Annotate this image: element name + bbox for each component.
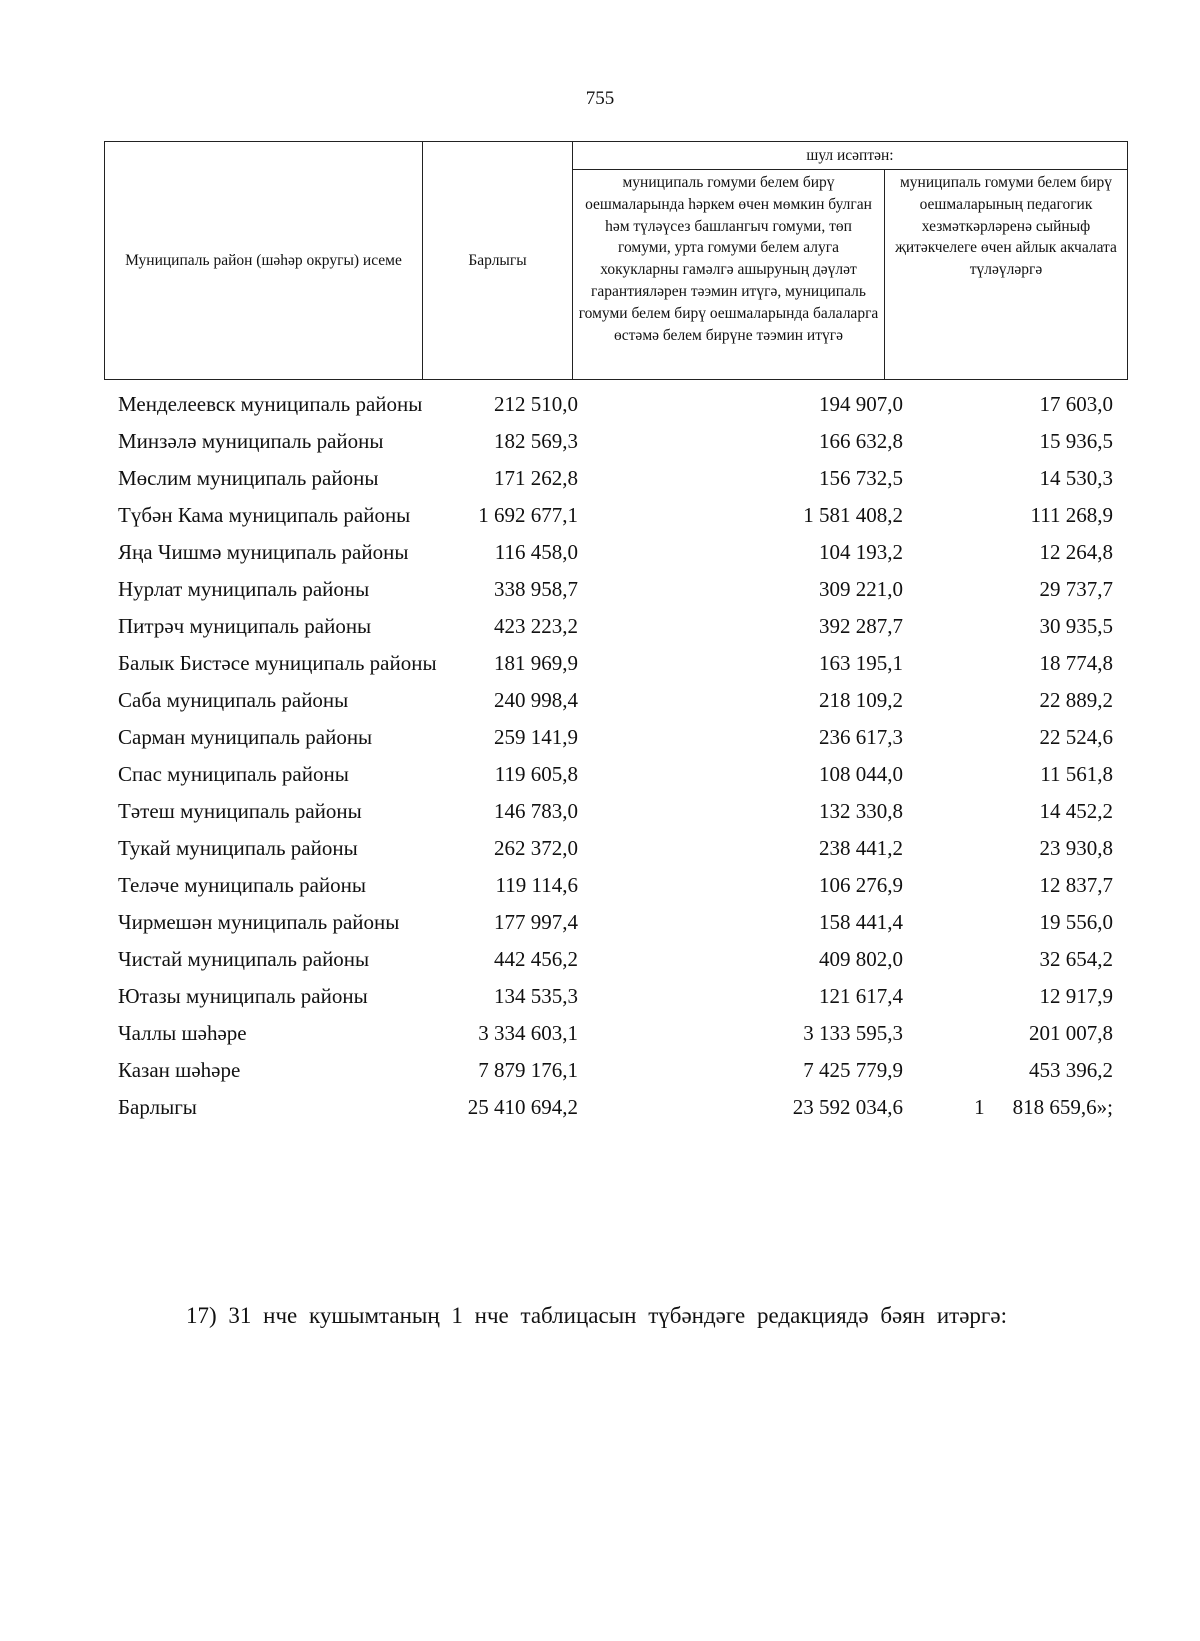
- education-guarantees-value: 238 441,2: [819, 836, 903, 860]
- table-row: [104, 761, 1127, 788]
- education-guarantees-value: 108 044,0: [819, 762, 903, 786]
- table-row: [104, 946, 1127, 973]
- table-header: [104, 141, 1128, 380]
- table-row: [104, 428, 1127, 455]
- table-row: [104, 650, 1127, 677]
- education-guarantees-value: 156 732,5: [819, 466, 903, 490]
- total-value: 7 879 176,1: [478, 1058, 578, 1082]
- table-row: [104, 687, 1127, 714]
- table-row: [104, 835, 1127, 862]
- header-class-teacher-payments: муниципаль гомуми белем бирү оешмаларының педагогик хезмәткәрләренә сыйныф җитәкчелеге өчен айлык акчалата түләүләргә: [885, 170, 1128, 380]
- class-teacher-payments-value: 12 917,9: [1039, 984, 1113, 1008]
- class-teacher-payments-value: 19 556,0: [1039, 910, 1113, 934]
- total-value: 338 958,7: [494, 577, 578, 601]
- table-row: [104, 1057, 1127, 1084]
- region-name: Яңа Чишмә муниципаль районы: [118, 540, 409, 564]
- education-guarantees-value: 121 617,4: [819, 984, 903, 1008]
- education-guarantees-value: 104 193,2: [819, 540, 903, 564]
- total-value: 134 535,3: [494, 984, 578, 1008]
- class-teacher-payments-value: [974, 1094, 1113, 1121]
- region-name: Спас муниципаль районы: [118, 762, 349, 786]
- class-teacher-payments-value: 14 452,2: [1039, 799, 1113, 823]
- total-value: 171 262,8: [494, 466, 578, 490]
- total-value: 119 605,8: [494, 762, 578, 786]
- table-row: [104, 613, 1127, 640]
- table-row: [104, 576, 1127, 603]
- region-name: Чистай муниципаль районы: [118, 947, 370, 971]
- region-name: Минзәлә муниципаль районы: [118, 429, 384, 453]
- total-value: 442 456,2: [494, 947, 578, 971]
- total-value: 177 997,4: [494, 910, 578, 934]
- region-name: Казан шәһәре: [118, 1058, 241, 1082]
- region-name: Сарман муниципаль районы: [118, 725, 373, 749]
- class-teacher-payments-value: 12 837,7: [1039, 873, 1113, 897]
- region-name: Чаллы шәһәре: [118, 1021, 247, 1045]
- table-row: [104, 539, 1127, 566]
- value-prefix: 1: [974, 1095, 985, 1119]
- region-name: Тукай муниципаль районы: [118, 836, 358, 860]
- header-group-label: шул исәптән:: [573, 142, 1128, 170]
- class-teacher-payments-value: 453 396,2: [1029, 1058, 1113, 1082]
- class-teacher-payments-value: 15 936,5: [1039, 429, 1113, 453]
- table-row: [104, 391, 1127, 418]
- education-guarantees-value: 163 195,1: [819, 651, 903, 675]
- class-teacher-payments-value: 201 007,8: [1029, 1021, 1113, 1045]
- class-teacher-payments-value: 12 264,8: [1039, 540, 1113, 564]
- region-name: Барлыгы: [118, 1095, 197, 1119]
- region-name: Ютазы муниципаль районы: [118, 984, 368, 1008]
- header-education-guarantees: муниципаль гомуми белем бирү оешмаларында һәркем өчен мөмкин булган һәм түләүсез башлангыч гомуми, төп гомуми, урта гомуми белем алуга хокукларны гамәлгә ашыруның дәүләт гарантияләрен тәэмин итүгә, муниципаль гомуми белем бирү оешмаларында балаларга өстәмә белем бирүне тәэмин итүгә: [573, 170, 885, 380]
- table-body: [104, 391, 1127, 1131]
- region-name: Нурлат муниципаль районы: [118, 577, 370, 601]
- education-guarantees-value: 218 109,2: [819, 688, 903, 712]
- class-teacher-payments-value: 111 268,9: [1030, 503, 1113, 527]
- table-row: [104, 1094, 1127, 1121]
- class-teacher-payments-value: 11 561,8: [1040, 762, 1113, 786]
- education-guarantees-value: 409 802,0: [819, 947, 903, 971]
- education-guarantees-value: 3 133 595,3: [803, 1021, 903, 1045]
- class-teacher-payments-value: 29 737,7: [1039, 577, 1113, 601]
- table-row: [104, 909, 1127, 936]
- total-value: 262 372,0: [494, 836, 578, 860]
- education-guarantees-value: 236 617,3: [819, 725, 903, 749]
- region-name: Түбән Кама муниципаль районы: [118, 503, 411, 527]
- table-row: [104, 502, 1127, 529]
- total-value: 146 783,0: [494, 799, 578, 823]
- region-name: Чирмешән муниципаль районы: [118, 910, 400, 934]
- education-guarantees-value: 106 276,9: [819, 873, 903, 897]
- total-value: 3 334 603,1: [478, 1021, 578, 1045]
- table-row: [104, 465, 1127, 492]
- header-total: Барлыгы: [423, 142, 573, 380]
- region-name: Менделеевск муниципаль районы: [118, 392, 423, 416]
- region-name: Питрәч муниципаль районы: [118, 614, 372, 638]
- total-value: 212 510,0: [494, 392, 578, 416]
- education-guarantees-value: 309 221,0: [819, 577, 903, 601]
- education-guarantees-value: 392 287,7: [819, 614, 903, 638]
- table-row: [104, 872, 1127, 899]
- table-row: [104, 1020, 1127, 1047]
- education-guarantees-value: 7 425 779,9: [803, 1058, 903, 1082]
- total-value: 1 692 677,1: [478, 503, 578, 527]
- total-value: 240 998,4: [494, 688, 578, 712]
- total-value: 259 141,9: [494, 725, 578, 749]
- header-region-name: Муниципаль район (шәһәр округы) исеме: [105, 142, 423, 380]
- total-value: 182 569,3: [494, 429, 578, 453]
- class-teacher-payments-value: 30 935,5: [1039, 614, 1113, 638]
- page-number: 755: [585, 88, 615, 109]
- region-name: Теләче муниципаль районы: [118, 873, 366, 897]
- total-value: 119 114,6: [495, 873, 578, 897]
- region-name: Балык Бистәсе муниципаль районы: [118, 651, 437, 675]
- region-name: Мөслим муниципаль районы: [118, 466, 379, 490]
- total-value: 181 969,9: [494, 651, 578, 675]
- table-row: [104, 798, 1127, 825]
- region-name: Тәтеш муниципаль районы: [118, 799, 362, 823]
- education-guarantees-value: 194 907,0: [819, 392, 903, 416]
- class-teacher-payments-value: 17 603,0: [1039, 392, 1113, 416]
- class-teacher-payments-value: 23 930,8: [1039, 836, 1113, 860]
- class-teacher-payments-value: 18 774,8: [1039, 651, 1113, 675]
- education-guarantees-value: 1 581 408,2: [803, 503, 903, 527]
- education-guarantees-value: 132 330,8: [819, 799, 903, 823]
- class-teacher-payments-value: 14 530,3: [1039, 466, 1113, 490]
- total-value: 423 223,2: [494, 614, 578, 638]
- total-value: 25 410 694,2: [467, 1095, 578, 1119]
- region-name: Саба муниципаль районы: [118, 688, 349, 712]
- education-guarantees-value: 158 441,4: [819, 910, 903, 934]
- class-teacher-payments-value: 32 654,2: [1039, 947, 1113, 971]
- instruction-paragraph: 17) 31 нче кушымтаның 1 нче таблицасын түбәндәге редакциядә бәян итәргә:: [186, 1303, 1007, 1328]
- class-teacher-payments-value: 22 524,6: [1039, 725, 1113, 749]
- class-teacher-payments-value: 22 889,2: [1039, 688, 1113, 712]
- value-main: 818 659,6»;: [1012, 1095, 1113, 1119]
- table-row: [104, 983, 1127, 1010]
- education-guarantees-value: 23 592 034,6: [792, 1095, 903, 1119]
- education-guarantees-value: 166 632,8: [819, 429, 903, 453]
- table-row: [104, 724, 1127, 751]
- total-value: 116 458,0: [494, 540, 578, 564]
